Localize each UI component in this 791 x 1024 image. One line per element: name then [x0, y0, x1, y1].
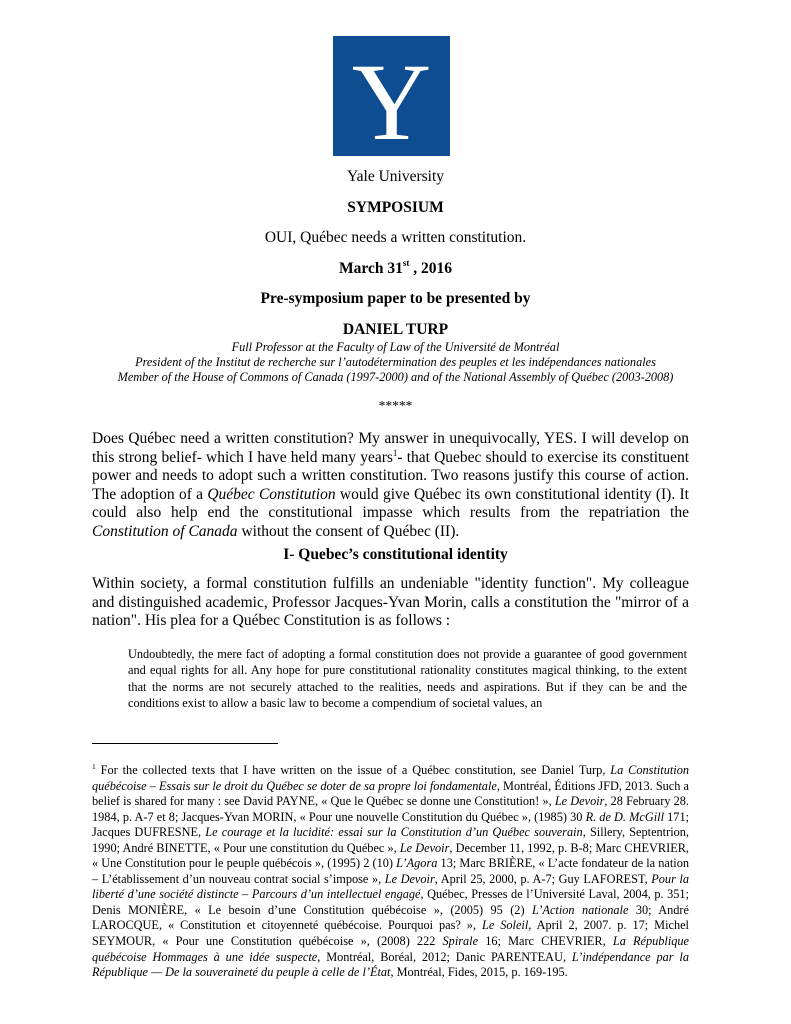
event-title: SYMPOSIUM [347, 199, 444, 216]
footnote-text: , Sillery, Septentrion, 1990; André BINETTE, « Pour une constitution du Québec » [92, 825, 689, 855]
author-name: DANIEL TURP [342, 321, 449, 338]
footnote-divider [92, 743, 278, 744]
footnote-text: , Québec, Presses de l’Université Laval, 2004, p. 351; Denis MONIÈRE, « Le besoin d’une Constitution québécoise », (2005) 95 (2) [92, 887, 689, 917]
footnote-text: For the collected texts that I have written on the issue of a Québec constitution, see Daniel Turp [95, 763, 603, 777]
footnote [92, 763, 689, 981]
footnote-citation-title: , Le Devoir [393, 840, 450, 855]
footnote-text: , Montréal, Boréal, 2012; Danic PARENTEAU, [317, 949, 572, 964]
intro-text: would give Québec its own constitutional identity (I). It could also help end the constitutional impasse which results from the repatriation the [92, 485, 689, 522]
footnote-citation-title: Le Soleil [481, 918, 529, 933]
footnote-citation-title: La République québécoise Hommages à une idée suspecte [92, 934, 689, 964]
intro-italic: Québec Constitution [207, 485, 336, 503]
footnote-citation-title: L’indépendance par la République — De la souveraineté du peuple à celle de l’État [92, 949, 689, 980]
author-credential: President of the Institut de recherche sur l’autodétermination des peuples et les indépendances nationales [135, 355, 656, 369]
intro-paragraph [92, 430, 689, 542]
intro-italic: Constitution of Canada [92, 522, 238, 540]
block-quote: Undoubtedly, the mere fact of adopting a formal constitution does not provide a guarantee of good government and equal rights for all. Any hope for pure constitutional rationality constitutes magical thinking, to the extent that the norms are not securely attached to the realities, needs and aspirations. But if they can be and the conditions exist to allow a basic law to become a compendium of societal values, an [128, 647, 687, 711]
footnote-text: , December 11, 1992, p. B-8; Marc CHEVRIER, « Une Constitution pour le peuple québécois », (1995) 2 (10) [92, 840, 689, 871]
event-date [0, 258, 791, 278]
footnote-text: 30; André LAROCQUE, « Constitution et citoyenneté québécoise. Pourquoi pas? », [92, 902, 689, 933]
section-heading: I- Quebec’s constitutional identity [283, 546, 508, 563]
footnote-citation-title: Le courage et la lucidité: essai sur la Constitution d’un Québec souverain [205, 825, 583, 840]
footnote-text: 13; Marc BRIÈRE, « L’acte fondateur de la nation – L’établissement d’un nouveau contrat social s’impose », [92, 856, 689, 886]
symposium-topic: OUI, Québec needs a written constitution. [264, 229, 527, 246]
event-date-year: , 2016 [409, 260, 452, 277]
footnote-citation-title: Le Devoir [554, 794, 605, 809]
yale-logo [333, 36, 450, 156]
footnote-citation-title: Le Devoir [384, 871, 435, 886]
footnote-text: , 28 February 28. 1984, p. A-7 et 8; Jacques-Yvan MORIN, « Pour une nouvelle Constitution du Québec », (1985) 30 [92, 794, 689, 824]
footnote-text: , Montréal, Fides, 2015, p. 169-195. [390, 965, 568, 980]
footnote-reference[interactable]: 1 [392, 447, 398, 458]
paper-type: Pre-symposium paper to be presented by [260, 290, 531, 307]
intro-text: without the consent of Québec (II). [237, 522, 460, 540]
intro-text: Does Québec need a written constitution? My answer in unequivocally, YES. I will develop on this strong belief- which I have held many years [92, 430, 689, 466]
separator: ***** [378, 398, 413, 413]
footnote-citation-title: R. de D. McGill [585, 809, 664, 824]
footnote-text: , Montréal, Éditions JFD, 2013. Such a belief is shared for many : see David PAYNE, « Que le Québec se donne une Constitution! », [92, 778, 689, 809]
footnote-citation-title: L’Action nationale [531, 902, 629, 917]
footnote-citation-title: , La Constitution québécoise – Essais sur le droit du Québec se doter de sa propre loi fondamentale [92, 763, 689, 793]
footnote-citation-title: L’Agora [396, 856, 438, 871]
footnote-text: , April 25, 2000, p. A-7; Guy LAFOREST, [434, 871, 652, 886]
university-name: Yale University [346, 168, 445, 185]
yale-logo-graphic [333, 36, 450, 156]
footnote-citation-title: Pour la liberté d’une société distincte – Parcours d’un intellectuel engagé [92, 871, 689, 902]
footnote-text: 171; Jacques DUFRESNE, [92, 809, 690, 840]
footnote-text: , April 2, 2007. p. 17; Michel SEYMOUR, « Pour une Constitution québécoise », (2008) 222 [92, 918, 689, 949]
footnote-number: 1 [92, 762, 96, 771]
yale-logo-letter: Y [351, 41, 432, 156]
author-credential: Full Professor at the Faculty of Law of the Université de Montréal [231, 340, 560, 354]
footnote-text: 16; Marc CHEVRIER, [478, 934, 613, 949]
body-paragraph: Within society, a formal constitution fulfills an undeniable "identity function". My colleague and distinguished academic, Professor Jacques-Yvan Morin, calls a constitution the "mirror of a nation". His plea for a Québec Constitution is as follows : [92, 575, 689, 630]
event-date-suffix: st [402, 258, 410, 268]
author-credential: Member of the House of Commons of Canada (1997-2000) and of the National Assembly of Québec (2003-2008) [117, 370, 674, 384]
intro-text: - that Quebec should to exercise its constituent power and needs to adopt such a written constitution. Two reasons justify this course of action. The adoption of a [92, 448, 690, 503]
footnote-citation-title: Spirale [442, 934, 479, 949]
event-date-main: March 31 [339, 260, 403, 277]
